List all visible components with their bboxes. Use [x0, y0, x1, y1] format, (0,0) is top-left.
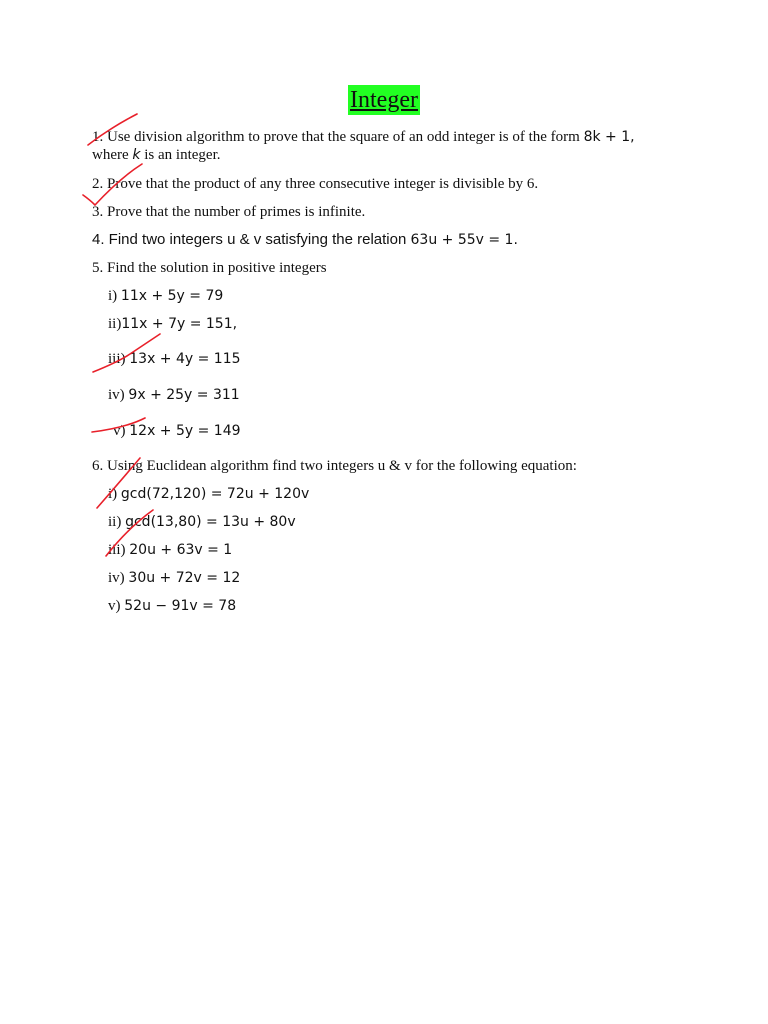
q5-item-math: 13x + 4y = 115 [129, 351, 241, 367]
q6-item-math: 20u + 63v = 1 [129, 542, 233, 558]
q5-item-iv [108, 386, 240, 404]
q6-item-iii [108, 541, 232, 559]
q5-item-ii [108, 315, 237, 333]
q6-item-math: 30u + 72v = 12 [128, 570, 241, 586]
q5-item-math: 12x + 5y = 149 [129, 423, 241, 439]
question-4-text: 4. Find two integers u & v satisfying the relation [92, 231, 411, 248]
q6-item-label: i) [108, 486, 121, 502]
question-1-k: k [132, 147, 141, 163]
q6-item-label: ii) [108, 514, 126, 530]
question-1-line-1 [92, 128, 635, 146]
q5-item-iii [108, 350, 241, 368]
q6-item-label: iv) [108, 570, 129, 586]
question-1-line-2-prefix: where [92, 147, 133, 163]
q5-item-label: iv) [108, 387, 129, 403]
question-1-math: 8k + 1, [583, 129, 635, 145]
question-5: 5. Find the solution in positive integers [92, 260, 327, 276]
q5-item-v [113, 422, 241, 440]
q6-item-label: v) [108, 598, 125, 614]
question-1-line-2 [92, 146, 221, 164]
q6-item-math: gcd(13,80) = 13u + 80v [125, 514, 296, 530]
question-4 [92, 231, 518, 249]
page-title [0, 85, 768, 115]
q6-item-v [108, 597, 236, 615]
q5-item-label: v) [113, 423, 130, 439]
question-1-text: 1. Use division algorithm to prove that the square of an odd integer is of the form [92, 129, 584, 145]
q6-item-math: gcd(72,120) = 72u + 120v [120, 486, 310, 502]
question-1-line-2-suffix: is an integer. [140, 147, 221, 163]
q5-item-label: iii) [108, 351, 130, 367]
q5-item-math: 9x + 25y = 311 [128, 387, 240, 403]
question-2: 2. Prove that the product of any three consecutive integer is divisible by 6. [92, 176, 539, 192]
q6-item-label: iii) [108, 542, 130, 558]
title-highlight: Integer [350, 87, 418, 113]
q6-item-iv [108, 569, 240, 587]
q5-item-label: i) [108, 288, 121, 304]
q6-item-math: 52u − 91v = 78 [124, 598, 237, 614]
question-3: 3. Prove that the number of primes is infinite. [92, 204, 366, 220]
q5-item-i [108, 287, 223, 305]
question-4-math: 63u + 55v = 1. [410, 232, 518, 248]
q5-item-math: 11x + 7y = 151, [121, 316, 238, 332]
q5-item-label: ii) [108, 316, 122, 332]
q5-item-math: 11x + 5y = 79 [120, 288, 224, 304]
question-6: 6. Using Euclidean algorithm find two integers u & v for the following equation: [92, 458, 577, 474]
q6-item-i [108, 485, 309, 503]
q6-item-ii [108, 513, 296, 531]
